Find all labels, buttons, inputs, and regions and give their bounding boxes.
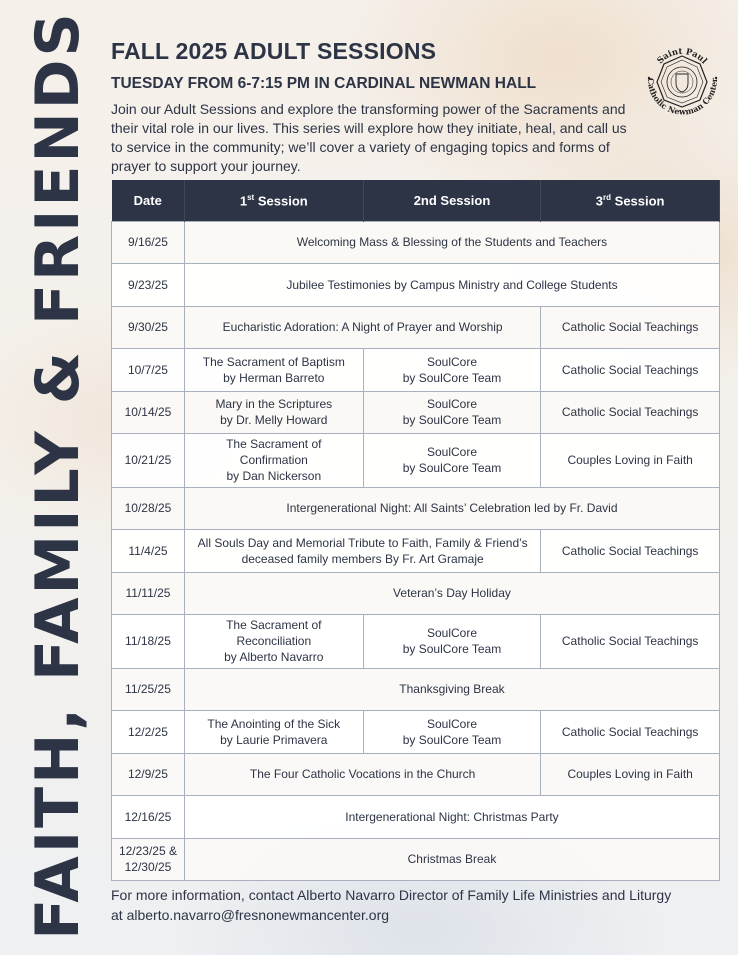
session-2-cell: SoulCore by SoulCore Team — [363, 711, 541, 754]
session-3-cell: Couples Loving in Faith — [541, 753, 720, 796]
svg-text:Catholic Newman Center: Catholic Newman Center — [645, 77, 720, 117]
table-row — [112, 668, 720, 711]
side-title-text: FAITH, FAMILY & FRIENDS — [23, 10, 93, 940]
session-cell: Eucharistic Adoration: A Night of Prayer and Worship — [184, 306, 540, 349]
header — [111, 38, 631, 176]
date-cell: 12/16/25 — [112, 796, 185, 839]
session-1-cell: Mary in the Scriptures by Dr. Melly Howard — [184, 391, 363, 434]
date-cell: 10/28/25 — [112, 487, 185, 530]
session-cell: Christmas Break — [184, 838, 719, 881]
table-row — [112, 391, 720, 434]
header-session-3: 3rd Session — [541, 180, 720, 221]
session-3-cell: Catholic Social Teachings — [541, 391, 720, 434]
date-cell: 12/23/25 & 12/30/25 — [112, 838, 185, 881]
session-3-cell: Catholic Social Teachings — [541, 530, 720, 573]
table-header-row — [112, 180, 720, 221]
crest-seal-icon — [640, 40, 725, 125]
table-row — [112, 530, 720, 573]
session-3-cell: Couples Loving in Faith — [541, 434, 720, 488]
date-cell: 11/11/25 — [112, 572, 185, 615]
table-row — [112, 572, 720, 615]
header-session-1: 1st Session — [184, 180, 363, 221]
svg-text:Saint Paul: Saint Paul — [655, 46, 709, 67]
session-2-cell: SoulCore by SoulCore Team — [363, 349, 541, 392]
session-2-cell: SoulCore by SoulCore Team — [363, 434, 541, 488]
table-row — [112, 349, 720, 392]
schedule-table — [111, 180, 720, 881]
date-cell: 9/23/25 — [112, 264, 185, 307]
session-3-cell: Catholic Social Teachings — [541, 306, 720, 349]
session-cell: Welcoming Mass & Blessing of the Students and Teachers — [184, 221, 719, 264]
session-3-cell: Catholic Social Teachings — [541, 615, 720, 669]
session-1-cell: The Sacrament of Baptism by Herman Barreto — [184, 349, 363, 392]
date-cell: 9/30/25 — [112, 306, 185, 349]
table-row — [112, 221, 720, 264]
contact-footer — [111, 885, 671, 925]
date-cell: 12/2/25 — [112, 711, 185, 754]
session-3-cell: Catholic Social Teachings — [541, 349, 720, 392]
table-row — [112, 264, 720, 307]
session-cell: Intergenerational Night: Christmas Party — [184, 796, 719, 839]
session-cell: Jubilee Testimonies by Campus Ministry and College Students — [184, 264, 719, 307]
header-session-2: 2nd Session — [363, 180, 541, 221]
page-title: FALL 2025 ADULT SESSIONS — [111, 38, 437, 64]
date-cell: 11/4/25 — [112, 530, 185, 573]
header-date: Date — [112, 180, 185, 221]
session-1-cell: The Sacrament of Reconciliation by Alberto Navarro — [184, 615, 363, 669]
session-2-cell: SoulCore by SoulCore Team — [363, 615, 541, 669]
table-row — [112, 796, 720, 839]
table-row — [112, 615, 720, 669]
page-subtitle: TUESDAY FROM 6-7:15 PM IN CARDINAL NEWMAN HALL — [111, 75, 537, 92]
date-cell: 11/25/25 — [112, 668, 185, 711]
session-cell: Thanksgiving Break — [184, 668, 719, 711]
table-row — [112, 306, 720, 349]
session-cell: Veteran’s Day Holiday — [184, 572, 719, 615]
table-row — [112, 487, 720, 530]
contact-email: at alberto.navarro@fresnonewmancenter.org — [111, 907, 390, 923]
intro-paragraph: Join our Adult Sessions and explore the transforming power of the Sacraments and their vital role in our lives. This series will explore how they initiate, heal, and call us to service in the community; we’ll cover a variety of engaging topics and forms of prayer to support your journey. — [111, 101, 627, 174]
date-cell: 11/18/25 — [112, 615, 185, 669]
date-cell: 9/16/25 — [112, 221, 185, 264]
session-cell: The Four Catholic Vocations in the Church — [184, 753, 540, 796]
session-3-cell: Catholic Social Teachings — [541, 711, 720, 754]
date-cell: 10/21/25 — [112, 434, 185, 488]
table-row — [112, 434, 720, 488]
table-row — [112, 838, 720, 881]
date-cell: 10/14/25 — [112, 391, 185, 434]
table-row — [112, 711, 720, 754]
date-cell: 12/9/25 — [112, 753, 185, 796]
date-cell: 10/7/25 — [112, 349, 185, 392]
session-cell: Intergenerational Night: All Saints’ Celebration led by Fr. David — [184, 487, 719, 530]
session-2-cell: SoulCore by SoulCore Team — [363, 391, 541, 434]
newman-center-logo — [640, 40, 725, 125]
table-row — [112, 753, 720, 796]
side-title — [23, 10, 93, 940]
contact-line: For more information, contact Alberto Navarro Director of Family Life Ministries and Liturgy — [111, 887, 672, 903]
session-1-cell: The Anointing of the Sick by Laurie Primavera — [184, 711, 363, 754]
session-cell: All Souls Day and Memorial Tribute to Faith, Family & Friend’s deceased family members By Fr. Art Gramaje — [184, 530, 540, 573]
session-1-cell: The Sacrament of Confirmation by Dan Nickerson — [184, 434, 363, 488]
